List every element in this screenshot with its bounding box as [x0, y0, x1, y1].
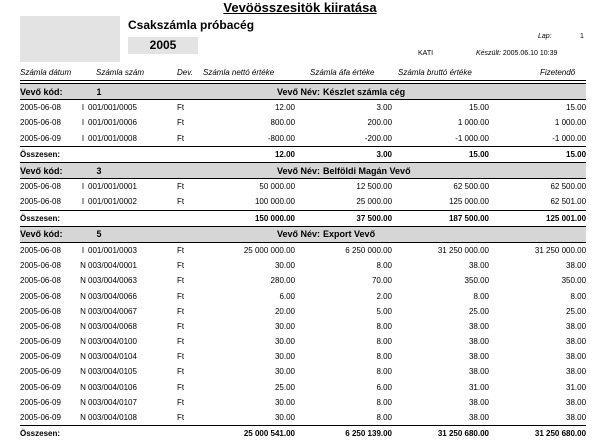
customer-code-label: Vevő kód:	[20, 87, 63, 97]
col-net: Számla nettó értéke	[203, 68, 274, 77]
invoice-gross: 38.00	[392, 258, 489, 273]
table-row	[20, 349, 586, 364]
col-paid: Fizetendő	[540, 68, 575, 77]
invoice-gross: 25.00	[392, 304, 489, 319]
invoice-net: 800.00	[197, 115, 295, 130]
invoice-date: 2005-06-08	[20, 242, 78, 258]
invoice-vat: 8.00	[295, 319, 392, 334]
invoice-type: N	[78, 273, 88, 288]
total-paid: 15.00	[489, 146, 586, 162]
report-title: Vevöösszesitök kiiratása	[0, 0, 600, 16]
invoice-net: 30.00	[197, 395, 295, 410]
invoice-net: 30.00	[197, 410, 295, 426]
invoice-net: 30.00	[197, 334, 295, 349]
invoice-net: 280.00	[197, 273, 295, 288]
invoice-number: 003/004/0068	[88, 319, 177, 334]
invoice-type: N	[78, 380, 88, 395]
page-label: Lap:	[538, 33, 552, 40]
invoice-gross: 1 000.00	[392, 115, 489, 130]
invoice-vat: 70.00	[295, 273, 392, 288]
table-row	[20, 410, 586, 426]
invoice-paid: 1 000.00	[489, 115, 586, 130]
customer-code-cell	[20, 84, 177, 100]
total-net: 150 000.00	[197, 210, 295, 226]
col-currency: Dev.	[177, 68, 193, 77]
header-divider	[20, 80, 586, 81]
customer-name-cell	[177, 84, 586, 100]
invoice-net: 30.00	[197, 319, 295, 334]
invoice-gross: 62 500.00	[392, 179, 489, 195]
total-net: 25 000 541.00	[197, 426, 295, 441]
table-row	[20, 319, 586, 334]
invoice-date: 2005-06-09	[20, 334, 78, 349]
column-header-row	[0, 68, 600, 80]
invoice-currency: Ft	[177, 380, 197, 395]
customer-code-value: 3	[97, 166, 102, 176]
customer-code-value: 5	[97, 229, 102, 239]
invoice-currency: Ft	[177, 179, 197, 195]
invoice-type: N	[78, 258, 88, 273]
invoice-type: I	[78, 242, 88, 258]
invoice-vat: 6 250 000.00	[295, 242, 392, 258]
invoice-date: 2005-06-08	[20, 273, 78, 288]
col-date: Számla dátum	[20, 68, 71, 77]
invoice-currency: Ft	[177, 319, 197, 334]
customer-code-cell	[20, 226, 177, 242]
invoice-currency: Ft	[177, 131, 197, 147]
invoice-currency: Ft	[177, 115, 197, 130]
invoice-net: 25.00	[197, 380, 295, 395]
invoice-currency: Ft	[177, 364, 197, 379]
table-row	[20, 364, 586, 379]
customer-name-value: Belföldi Magán Vevő	[323, 166, 411, 176]
invoice-number: 003/004/0104	[88, 349, 177, 364]
total-label: Összesen:	[20, 210, 197, 226]
invoice-vat: 2.00	[295, 288, 392, 303]
invoice-paid: 31 250 000.00	[489, 242, 586, 258]
customer-code-label: Vevő kód:	[20, 229, 63, 239]
invoice-number: 001/001/0006	[88, 115, 177, 130]
invoice-vat: 5.00	[295, 304, 392, 319]
group-total-row	[20, 426, 586, 441]
customer-name-label: Vevő Név:	[277, 166, 320, 176]
created-value: 2005.06.10 10:39	[503, 50, 558, 57]
invoice-number: 003/004/0105	[88, 364, 177, 379]
customer-group-header	[20, 162, 586, 178]
total-vat: 37 500.00	[295, 210, 392, 226]
invoice-paid: 38.00	[489, 364, 586, 379]
invoice-type: I	[78, 131, 88, 147]
invoice-currency: Ft	[177, 100, 197, 116]
customer-group-header	[20, 226, 586, 242]
invoice-vat: 8.00	[295, 258, 392, 273]
invoice-net: 30.00	[197, 258, 295, 273]
customer-group-header	[20, 84, 586, 100]
invoice-number: 003/004/0100	[88, 334, 177, 349]
total-paid: 125 001.00	[489, 210, 586, 226]
invoice-gross: 38.00	[392, 349, 489, 364]
user-name: KATI	[418, 50, 433, 57]
invoice-date: 2005-06-08	[20, 100, 78, 116]
table-row	[20, 242, 586, 258]
invoice-currency: Ft	[177, 273, 197, 288]
invoice-date: 2005-06-09	[20, 395, 78, 410]
invoice-paid: 8.00	[489, 288, 586, 303]
customer-name-cell	[177, 162, 586, 178]
customer-name-cell	[177, 226, 586, 242]
invoice-net: 20.00	[197, 304, 295, 319]
total-vat: 3.00	[295, 146, 392, 162]
invoice-number: 003/004/0066	[88, 288, 177, 303]
total-paid: 31 250 680.00	[489, 426, 586, 441]
report-body	[20, 84, 586, 441]
invoice-net: 12.00	[197, 100, 295, 116]
report-table	[20, 83, 586, 441]
invoice-paid: 38.00	[489, 334, 586, 349]
logo-placeholder	[20, 16, 120, 62]
group-total-row	[20, 146, 586, 162]
total-net: 12.00	[197, 146, 295, 162]
page-number: 1	[580, 33, 584, 40]
invoice-date: 2005-06-08	[20, 115, 78, 130]
invoice-net: 30.00	[197, 364, 295, 379]
invoice-vat: 8.00	[295, 410, 392, 426]
invoice-number: 001/001/0005	[88, 100, 177, 116]
invoice-type: N	[78, 410, 88, 426]
invoice-number: 001/001/0003	[88, 242, 177, 258]
table-row	[20, 395, 586, 410]
total-label: Összesen:	[20, 426, 197, 441]
invoice-number: 001/001/0002	[88, 194, 177, 210]
invoice-paid: 38.00	[489, 349, 586, 364]
invoice-net: 50 000.00	[197, 179, 295, 195]
invoice-number: 001/001/0008	[88, 131, 177, 147]
invoice-currency: Ft	[177, 288, 197, 303]
invoice-date: 2005-06-09	[20, 349, 78, 364]
group-total-row	[20, 210, 586, 226]
invoice-type: N	[78, 395, 88, 410]
col-gross: Számla bruttó értéke	[398, 68, 472, 77]
invoice-type: N	[78, 334, 88, 349]
table-row	[20, 100, 586, 116]
invoice-date: 2005-06-08	[20, 319, 78, 334]
company-name: Csakszámla próbacég	[128, 18, 254, 32]
table-row	[20, 288, 586, 303]
customer-code-label: Vevő kód:	[20, 166, 63, 176]
invoice-number: 003/004/0063	[88, 273, 177, 288]
invoice-date: 2005-06-09	[20, 131, 78, 147]
invoice-number: 003/004/0108	[88, 410, 177, 426]
invoice-date: 2005-06-08	[20, 194, 78, 210]
invoice-type: N	[78, 349, 88, 364]
invoice-vat: 25 000.00	[295, 194, 392, 210]
invoice-currency: Ft	[177, 410, 197, 426]
invoice-currency: Ft	[177, 395, 197, 410]
invoice-type: N	[78, 304, 88, 319]
invoice-currency: Ft	[177, 349, 197, 364]
table-row	[20, 179, 586, 195]
invoice-date: 2005-06-09	[20, 364, 78, 379]
invoice-date: 2005-06-08	[20, 179, 78, 195]
total-gross: 15.00	[392, 146, 489, 162]
customer-name-label: Vevő Név:	[277, 87, 320, 97]
table-row	[20, 131, 586, 147]
invoice-gross: 31.00	[392, 380, 489, 395]
invoice-paid: 38.00	[489, 395, 586, 410]
invoice-gross: 38.00	[392, 410, 489, 426]
invoice-paid: 62 500.00	[489, 179, 586, 195]
customer-code-cell	[20, 162, 177, 178]
customer-name-value: Export Vevő	[323, 229, 375, 239]
created-label: Készült:	[476, 50, 501, 57]
invoice-gross: 15.00	[392, 100, 489, 116]
invoice-paid: 31.00	[489, 380, 586, 395]
invoice-date: 2005-06-08	[20, 288, 78, 303]
invoice-date: 2005-06-09	[20, 380, 78, 395]
invoice-paid: 15.00	[489, 100, 586, 116]
invoice-type: N	[78, 319, 88, 334]
col-number: Számla szám	[96, 68, 144, 77]
col-vat: Számla áfa értéke	[310, 68, 374, 77]
invoice-type: N	[78, 288, 88, 303]
invoice-gross: 31 250 000.00	[392, 242, 489, 258]
invoice-number: 003/004/0001	[88, 258, 177, 273]
invoice-vat: 6.00	[295, 380, 392, 395]
invoice-gross: 8.00	[392, 288, 489, 303]
customer-name-value: Készlet számla cég	[323, 87, 405, 97]
total-gross: 187 500.00	[392, 210, 489, 226]
table-row	[20, 304, 586, 319]
invoice-type: I	[78, 115, 88, 130]
invoice-date: 2005-06-09	[20, 410, 78, 426]
invoice-date: 2005-06-08	[20, 304, 78, 319]
invoice-gross: 125 000.00	[392, 194, 489, 210]
invoice-number: 003/004/0106	[88, 380, 177, 395]
invoice-gross: 38.00	[392, 334, 489, 349]
invoice-paid: 25.00	[489, 304, 586, 319]
invoice-type: I	[78, 100, 88, 116]
invoice-vat: 200.00	[295, 115, 392, 130]
invoice-paid: 38.00	[489, 258, 586, 273]
invoice-vat: 8.00	[295, 395, 392, 410]
invoice-date: 2005-06-08	[20, 258, 78, 273]
table-row	[20, 334, 586, 349]
year-field: 2005	[128, 37, 198, 54]
invoice-paid: 350.00	[489, 273, 586, 288]
invoice-number: 003/004/0067	[88, 304, 177, 319]
invoice-vat: 8.00	[295, 364, 392, 379]
invoice-currency: Ft	[177, 242, 197, 258]
invoice-number: 003/004/0107	[88, 395, 177, 410]
customer-name-label: Vevő Név:	[277, 229, 320, 239]
table-row	[20, 115, 586, 130]
invoice-gross: 350.00	[392, 273, 489, 288]
invoice-paid: 62 501.00	[489, 194, 586, 210]
customer-code-value: 1	[97, 87, 102, 97]
table-row	[20, 258, 586, 273]
invoice-currency: Ft	[177, 334, 197, 349]
table-row	[20, 380, 586, 395]
total-vat: 6 250 139.00	[295, 426, 392, 441]
invoice-net: 30.00	[197, 349, 295, 364]
invoice-vat: 8.00	[295, 334, 392, 349]
table-row	[20, 273, 586, 288]
invoice-net: 100 000.00	[197, 194, 295, 210]
invoice-vat: 3.00	[295, 100, 392, 116]
invoice-vat: 12 500.00	[295, 179, 392, 195]
invoice-net: -800.00	[197, 131, 295, 147]
invoice-number: 001/001/0001	[88, 179, 177, 195]
invoice-vat: -200.00	[295, 131, 392, 147]
invoice-currency: Ft	[177, 258, 197, 273]
invoice-paid: 38.00	[489, 410, 586, 426]
invoice-gross: 38.00	[392, 364, 489, 379]
invoice-paid: -1 000.00	[489, 131, 586, 147]
invoice-gross: -1 000.00	[392, 131, 489, 147]
invoice-paid: 38.00	[489, 319, 586, 334]
invoice-type: I	[78, 179, 88, 195]
invoice-gross: 38.00	[392, 395, 489, 410]
invoice-gross: 38.00	[392, 319, 489, 334]
invoice-vat: 8.00	[295, 349, 392, 364]
table-row	[20, 194, 586, 210]
total-label: Összesen:	[20, 146, 197, 162]
created-timestamp	[476, 50, 557, 57]
invoice-type: N	[78, 364, 88, 379]
invoice-currency: Ft	[177, 194, 197, 210]
invoice-currency: Ft	[177, 304, 197, 319]
invoice-net: 25 000 000.00	[197, 242, 295, 258]
invoice-net: 6.00	[197, 288, 295, 303]
invoice-type: I	[78, 194, 88, 210]
total-gross: 31 250 680.00	[392, 426, 489, 441]
